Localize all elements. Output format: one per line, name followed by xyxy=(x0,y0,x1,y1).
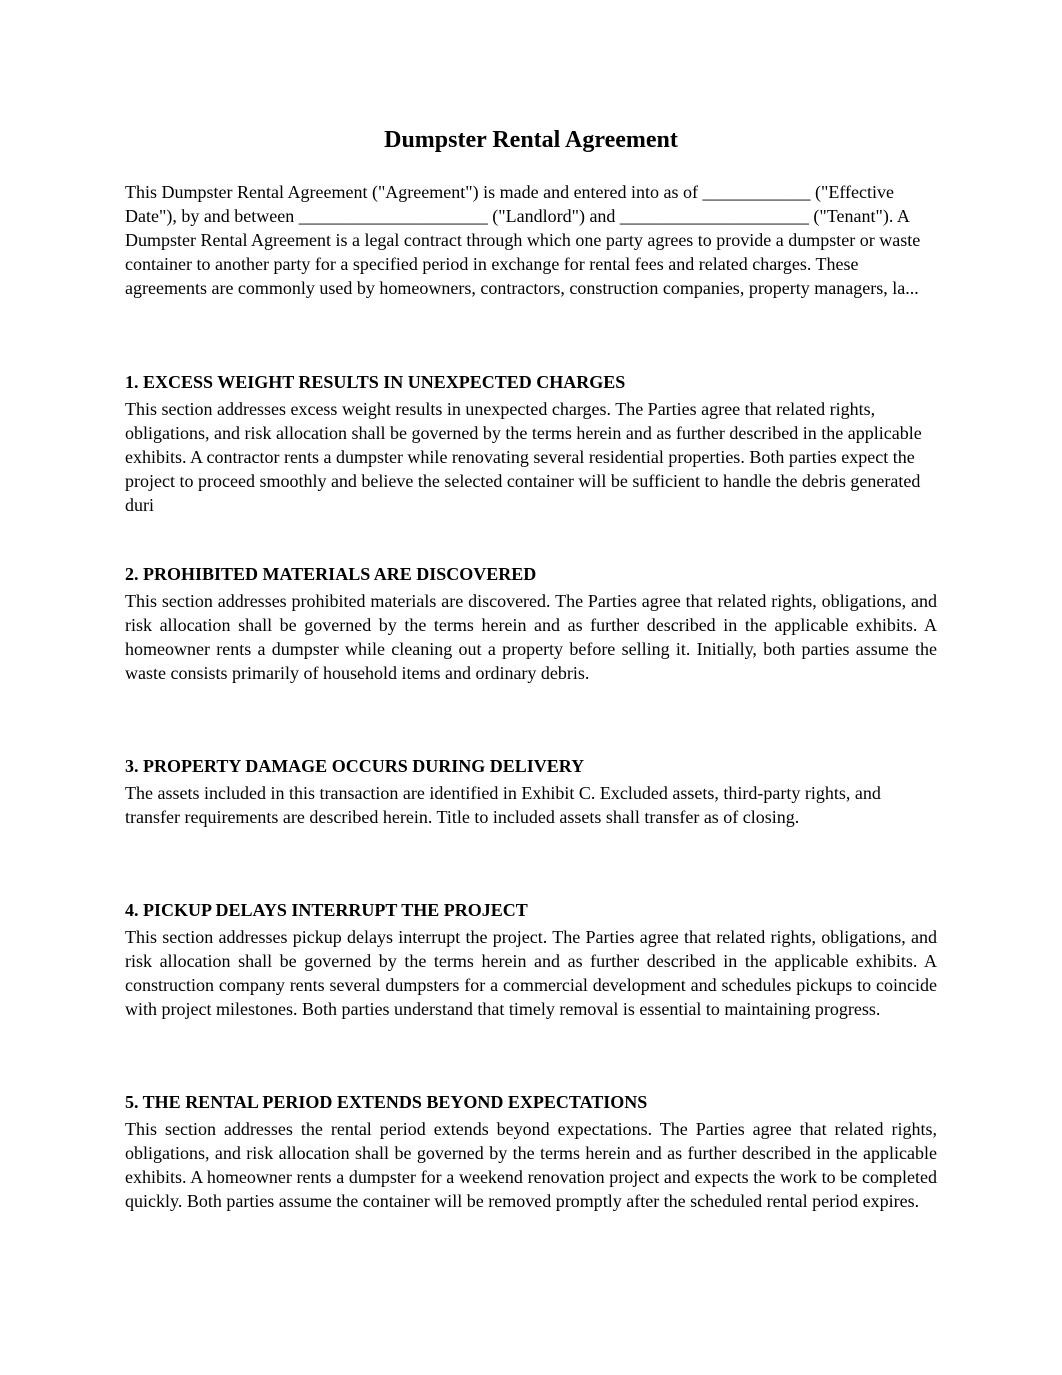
section-heading: 2. PROHIBITED MATERIALS ARE DISCOVERED xyxy=(125,564,537,584)
intro-paragraph: This Dumpster Rental Agreement ("Agreement") is made and entered into as of ____________ ("Effective Date"), by and between _____________________ ("Landlord") and _____________________ ("Tenant"). A Dumpster Rental Agreement is a legal contract through which one party agrees to provide a dumpster or waste container to another party for a specified period in exchange for rental fees and related charges. These agreements are commonly used by homeowners, contractors, construction companies, property managers, la... xyxy=(125,182,921,299)
section-rental-period xyxy=(125,1090,937,1213)
section-prohibited-materials xyxy=(125,562,937,685)
section-heading: 5. THE RENTAL PERIOD EXTENDS BEYOND EXPECTATIONS xyxy=(125,1092,648,1112)
section-body: The assets included in this transaction are identified in Exhibit C. Excluded assets, third-party rights, and transfer requirements are described herein. Title to included assets shall transfer as of closing. xyxy=(125,783,881,828)
section-body: This section addresses prohibited materials are discovered. The Parties agree that related rights, obligations, and risk allocation shall be governed by the terms herein and as further described in the applicable exhibits. A homeowner rents a dumpster while cleaning out a property before selling it. Initially, both parties assume the waste consists primarily of household items and ordinary debris. xyxy=(125,591,937,684)
section-heading: 1. EXCESS WEIGHT RESULTS IN UNEXPECTED CHARGES xyxy=(125,372,626,392)
section-body: This section addresses the rental period extends beyond expectations. The Parties agree that related rights, obligations, and risk allocation shall be governed by the terms herein and as further described in the applicable exhibits. A homeowner rents a dumpster for a weekend renovation project and expects the work to be completed quickly. Both parties assume the container will be removed promptly after the scheduled rental period expires. xyxy=(125,1119,937,1212)
section-heading: 3. PROPERTY DAMAGE OCCURS DURING DELIVERY xyxy=(125,756,585,776)
document-title: Dumpster Rental Agreement xyxy=(384,127,678,153)
section-body: This section addresses excess weight results in unexpected charges. The Parties agree that related rights, obligations, and risk allocation shall be governed by the terms herein and as further described in the applicable exhibits. A contractor rents a dumpster while renovating several residential properties. Both parties expect the project to proceed smoothly and believe the selected container will be sufficient to handle the debris generated duri xyxy=(125,399,922,516)
section-pickup-delays xyxy=(125,898,937,1021)
section-excess-weight xyxy=(125,370,937,517)
section-body: This section addresses pickup delays interrupt the project. The Parties agree that related rights, obligations, and risk allocation shall be governed by the terms herein and as further described in the applicable exhibits. A construction company rents several dumpsters for a commercial development and schedules pickups to coincide with project milestones. Both parties understand that timely removal is essential to maintaining progress. xyxy=(125,927,937,1020)
section-heading: 4. PICKUP DELAYS INTERRUPT THE PROJECT xyxy=(125,900,528,920)
section-property-damage xyxy=(125,754,937,829)
